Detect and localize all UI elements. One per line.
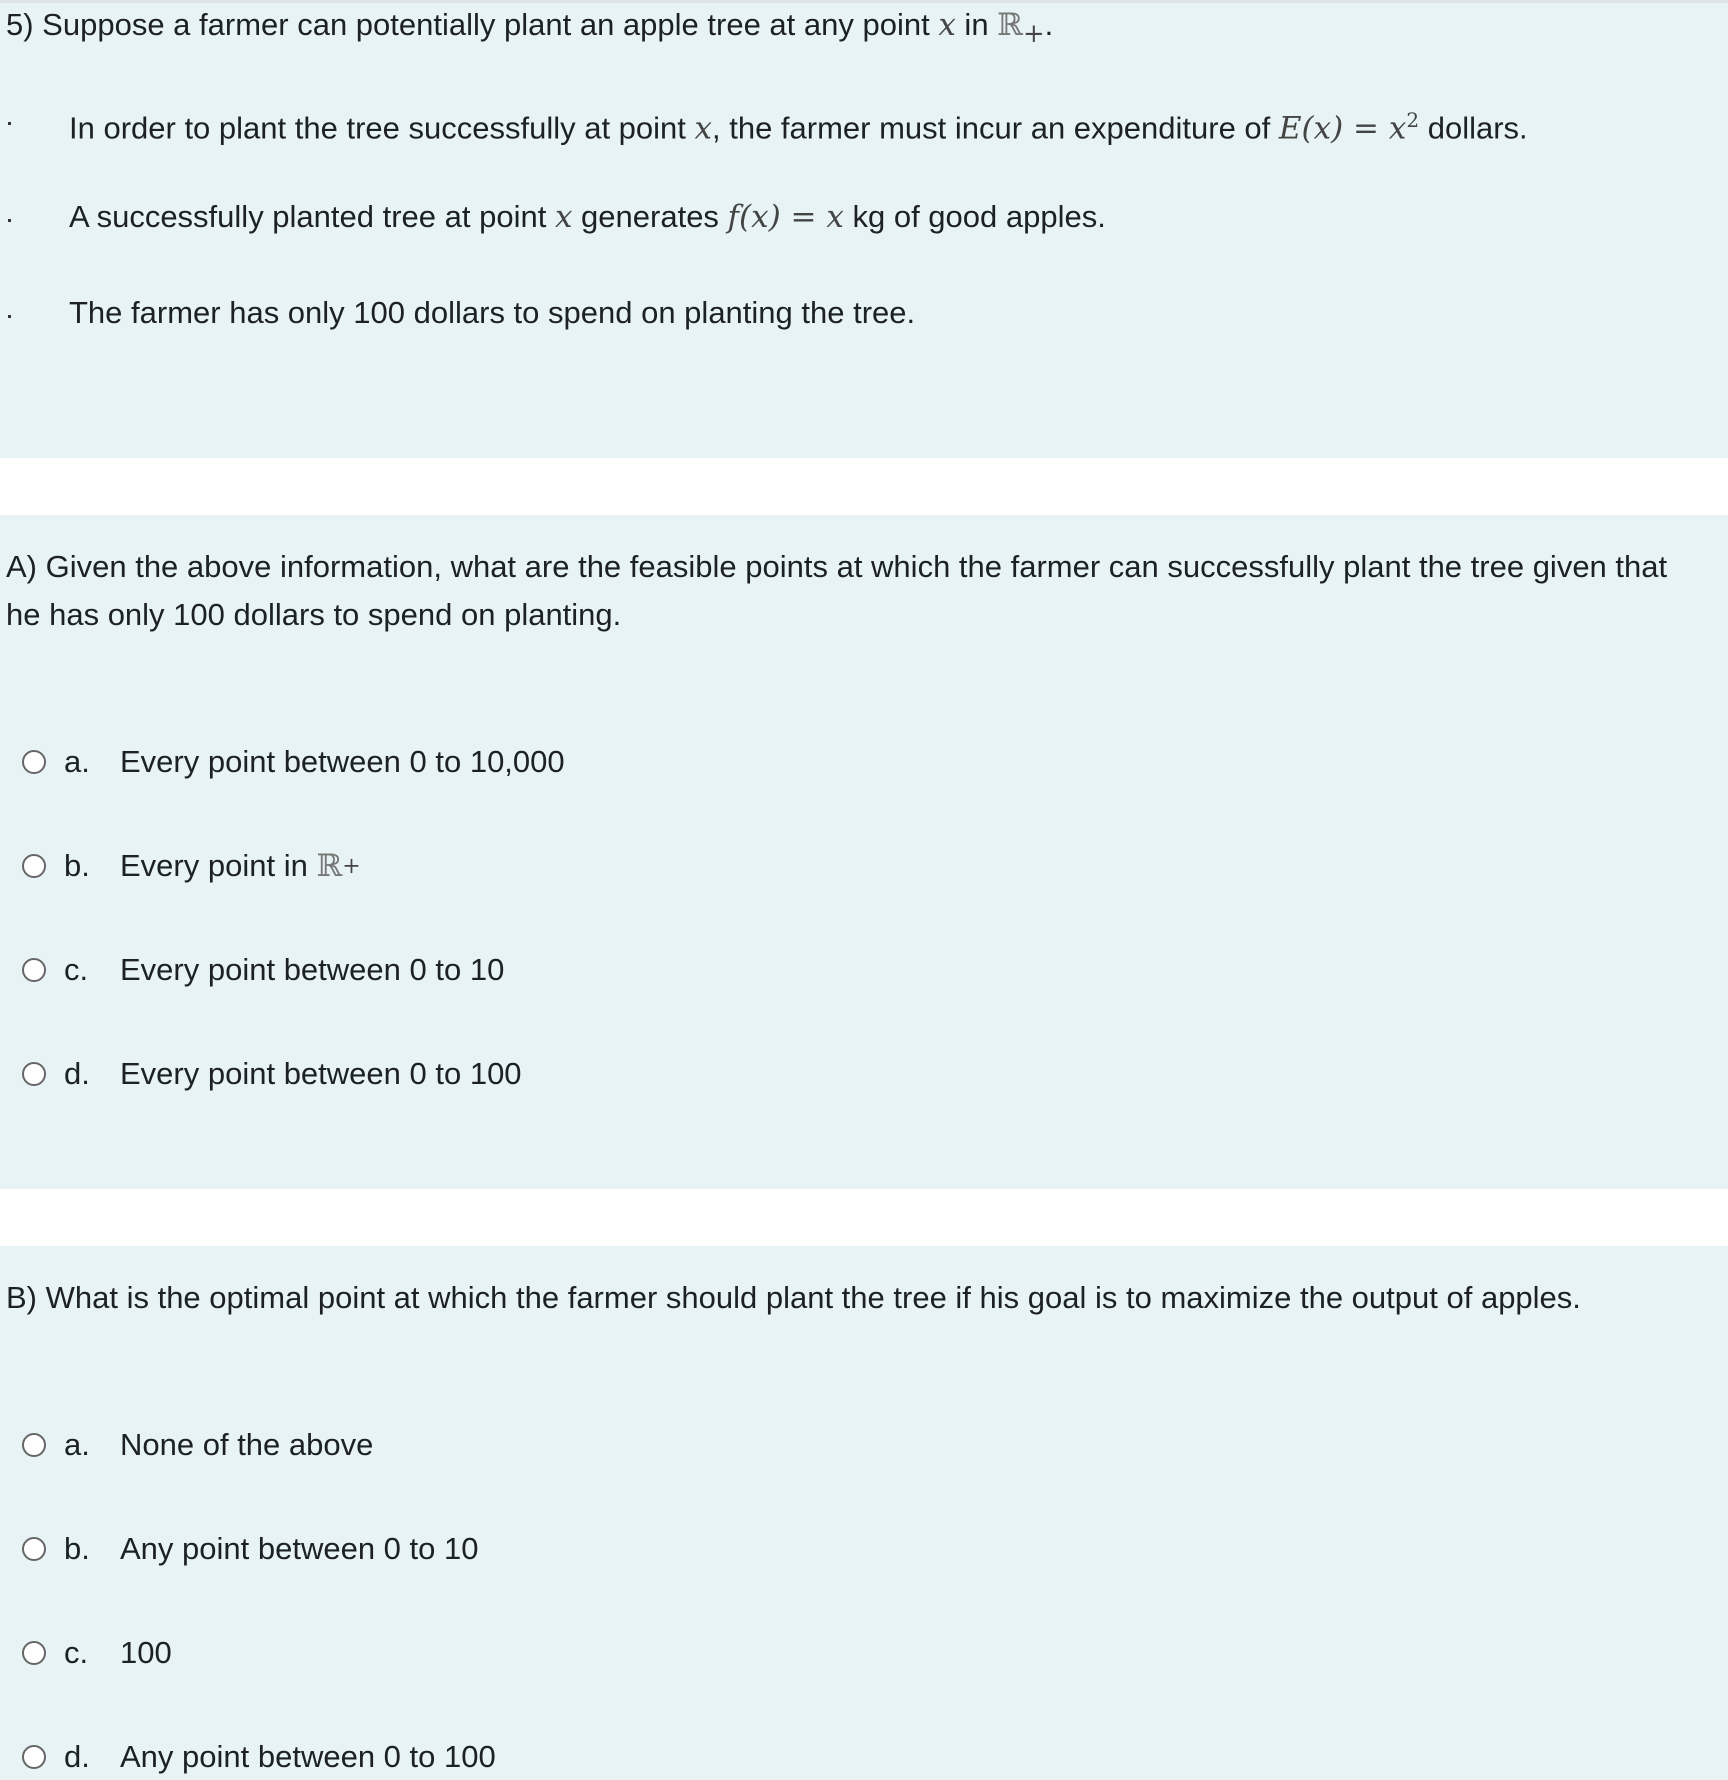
option-letter: a. [64,744,90,779]
title-text: 5) Suppose a farmer can potentially plant an apple tree at any point [6,7,939,42]
option-text: Every point between 0 to 10,000 [120,744,565,779]
math-expr: E(x) = x [1278,110,1407,147]
part-b-prompt [6,1274,1581,1322]
radio-button[interactable] [22,854,46,878]
radio-button[interactable] [22,750,46,774]
math-set: ℝ [316,848,343,884]
option-b[interactable] [22,846,361,886]
math-sup: 2 [1406,108,1420,132]
option-a[interactable] [22,742,565,782]
question-title [6,5,1053,54]
option-letter: a. [64,1427,90,1462]
option-text: 100 [120,1635,172,1670]
text: A successfully planted tree at point [69,199,555,234]
math-var: x [554,199,573,235]
option-letter: d. [64,1739,90,1774]
bullet-icon [8,315,11,318]
radio-button[interactable] [22,1537,46,1561]
prompt-line: B) What is the optimal point at which the farmer should plant the tree if his goal is to maximize the output of apples. [6,1280,1581,1315]
title-text: . [1044,7,1054,42]
radio-button[interactable] [22,1062,46,1086]
option-text: Every point between 0 to 10 [120,952,505,987]
option-text: Every point between 0 to 100 [120,1056,522,1091]
part-a-prompt [6,543,1667,639]
text: kg of good apples. [843,199,1106,234]
text: , the farmer must incur an expenditure of [712,110,1279,146]
text: dollars. [1419,110,1528,146]
option-letter: b. [64,848,90,883]
option-text: Every point in [120,848,317,883]
option-text: None of the above [120,1427,374,1462]
math-sub: + [342,853,361,879]
option-c[interactable] [22,950,504,990]
radio-button[interactable] [22,1433,46,1457]
divider [0,0,1728,3]
option-a[interactable] [22,1425,373,1465]
option-text: Any point between 0 to 100 [120,1739,496,1774]
option-d[interactable] [22,1737,496,1777]
text: The farmer has only 100 dollars to spend on planting the tree. [69,295,916,330]
bullet-budget [69,293,915,333]
title-text: in [955,7,998,42]
option-letter: c. [64,1635,89,1670]
option-letter: d. [64,1056,90,1091]
text: In order to plant the tree successfully at point [69,110,695,146]
prompt-line: A) Given the above information, what are the feasible points at which the farmer can successfully plant the tree given that [6,549,1668,584]
math-var: x [694,110,712,147]
option-b[interactable] [22,1529,478,1569]
option-text: Any point between 0 to 10 [120,1531,479,1566]
text: generates [572,199,728,234]
part-b-block [0,1246,1728,1780]
math-var: x [938,7,956,43]
option-d[interactable] [22,1054,522,1094]
radio-button[interactable] [22,958,46,982]
bullet-icon [8,219,11,222]
option-c[interactable] [22,1633,172,1673]
bullet-expenditure [69,100,1528,148]
math-sub: + [1022,19,1045,50]
prompt-line: he has only 100 dollars to spend on planting. [6,597,622,632]
bullet-output [69,197,1106,237]
math-set: ℝ [997,7,1023,43]
part-a-block [0,515,1728,1189]
question-intro-block [0,0,1728,458]
math-expr: f(x) = x [727,199,844,235]
radio-button[interactable] [22,1745,46,1769]
option-letter: b. [64,1531,90,1566]
radio-button[interactable] [22,1641,46,1665]
bullet-icon [8,122,11,125]
option-letter: c. [64,952,89,987]
